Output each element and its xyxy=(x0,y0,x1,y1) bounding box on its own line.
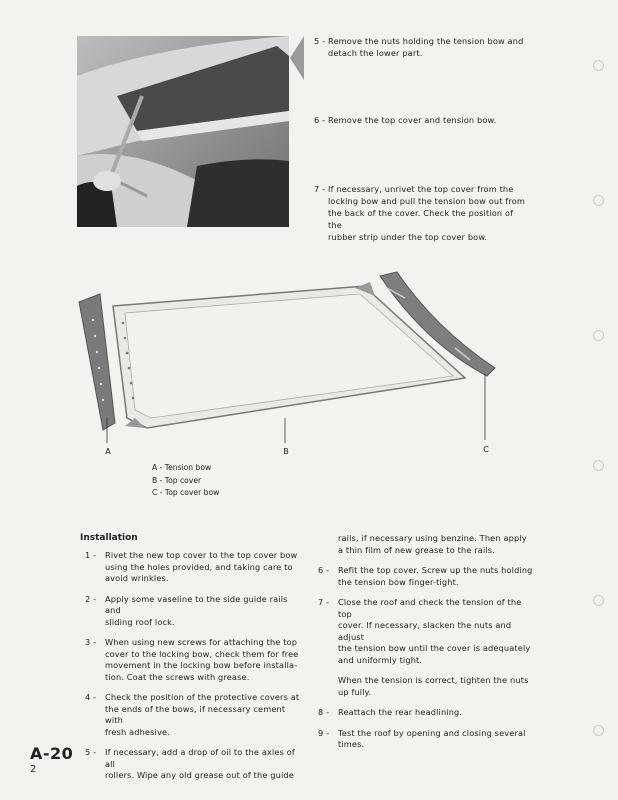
binder-hole xyxy=(593,595,604,606)
install-step-1: 1 - Rivet the new top cover to the top cover bow using the holes provided, and taking care to avoid wrinkles. xyxy=(85,550,298,583)
binder-hole xyxy=(593,460,604,471)
label-c: C xyxy=(483,445,489,454)
install-step-5: 5 - If necessary, add a drop of oil to the axles of all rollers. Wipe any old grease out of the guide xyxy=(85,747,295,780)
binder-hole xyxy=(593,60,604,71)
install-step-9: 9 - Test the roof by opening and closing several times. xyxy=(318,727,526,749)
top-step-7: 7 - If necessary, unrivet the top cover from the locking bow and pull the tension bow out from the back of the cover. Check the position of the rubber strip under the top cover bow. xyxy=(314,184,525,242)
install-step-5-continued: rails, if necessary using benzine. Then apply a thin film of new grease to the rails. xyxy=(338,533,527,555)
legend-item: C - Top cover bow xyxy=(152,488,220,497)
label-b: B xyxy=(283,447,289,456)
parts-diagram xyxy=(75,268,515,463)
installation-left-column xyxy=(85,550,300,791)
page-number: 2 xyxy=(30,764,37,775)
label-a: A xyxy=(105,447,111,456)
legend-item: A - Tension bow xyxy=(152,463,212,472)
install-step-3: 3 - When using new screws for attaching the top cover to the locking bow, check them for free movement in the locking bow before installa- tion. Coat the screws with grease. xyxy=(85,637,299,682)
legend-item: B - Top cover xyxy=(152,475,202,485)
install-step-6: 6 - Refit the top cover. Screw up the nuts holding the tension bow finger-tight. xyxy=(318,565,533,587)
install-step-4: 4 - Check the position of the protective covers at the ends of the bows, if necessary cement with fresh adhesive. xyxy=(85,692,300,737)
install-step-7-note: When the tension is correct, tighten the nuts up fully. xyxy=(338,675,529,697)
installation-right-column xyxy=(318,533,533,760)
install-step-8: 8 - Reattach the rear headlining. xyxy=(318,707,463,717)
top-step-5: 5 - Remove the nuts holding the tension bow and detach the lower part. xyxy=(314,36,524,58)
install-step-7: 7 - Close the roof and check the tension of the top cover. If necessary, slacken the nuts and adjust the tension bow until the cover is adequately and uniformly tight. xyxy=(318,597,531,665)
roof-photo xyxy=(77,36,289,227)
installation-heading: Installation xyxy=(80,533,138,543)
binder-hole xyxy=(593,330,604,341)
page-code: A-20 xyxy=(30,744,74,763)
diagram-legend xyxy=(152,462,219,500)
top-step-6: 6 - Remove the top cover and tension bow. xyxy=(314,115,497,125)
page-tab-marker xyxy=(290,36,304,80)
install-step-2: 2 - Apply some vaseline to the side guide rails and sliding roof lock. xyxy=(85,593,288,627)
binder-hole xyxy=(593,725,604,736)
binder-hole xyxy=(593,195,604,206)
